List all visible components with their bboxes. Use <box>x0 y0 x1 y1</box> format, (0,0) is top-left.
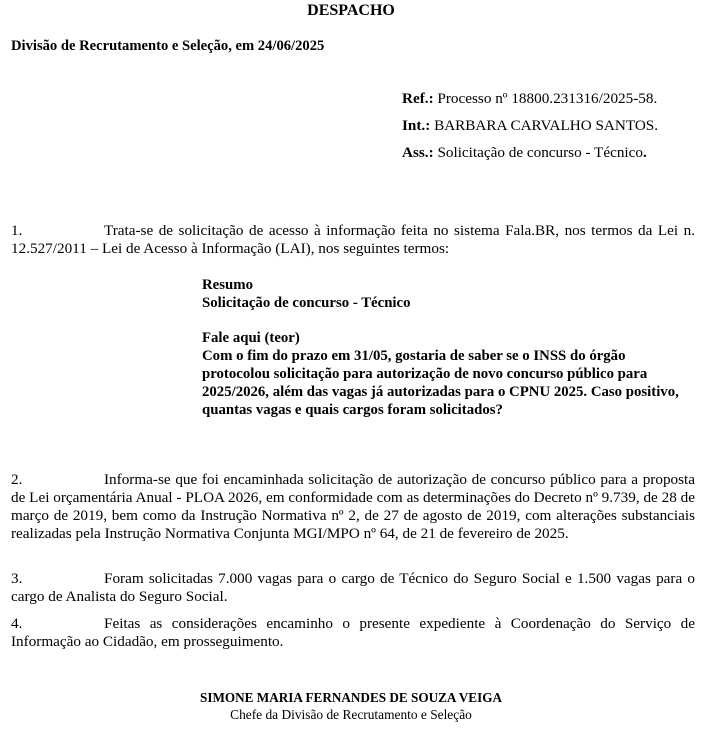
paragraph-text: Foram solicitadas 7.000 vagas para o cargo de Técnico do Seguro Social e 1.500 vagas para o cargo de Analista do Seguro Social. <box>11 570 695 605</box>
reference-subject <box>402 144 647 162</box>
paragraph-1 <box>11 222 695 258</box>
paragraph-number: 2. <box>11 471 23 488</box>
paragraph-3 <box>11 570 695 606</box>
paragraph-number: 4. <box>11 615 23 632</box>
fale-aqui-label: Fale aqui (teor) <box>202 330 300 346</box>
reference-process <box>402 90 657 108</box>
paragraph-text: Feitas as considerações encaminho o presente expediente à Coordenação do Serviço de Informação ao Cidadão, em prosseguimento. <box>11 615 695 650</box>
signature-role: Chefe da Divisão de Recrutamento e Seleção <box>230 707 472 722</box>
paragraph-text: Informa-se que foi encaminhada solicitação de autorização de concurso público para a proposta de Lei orçamentária Anual - PLOA 2026, em conformidade com as determinações do Decreto nº 9.739, de 28 de março de 2019, bem como da Instrução Normativa nº 2, de 27 de agosto de 2019, com alterações substanciais realizadas pela Instrução Normativa Conjunta MGI/MPO nº 64, de 21 de fevereiro de 2025. <box>11 471 695 542</box>
paragraph-number: 3. <box>11 570 23 587</box>
document-title: DESPACHO <box>307 2 395 19</box>
reference-interested <box>402 117 658 135</box>
paragraph-4 <box>11 615 695 651</box>
ref-value: Processo nº 18800.231316/2025-58. <box>437 90 658 107</box>
ref-label: Ref.: <box>402 90 434 107</box>
ass-period: . <box>642 144 647 161</box>
summary-label: Resumo <box>202 277 253 293</box>
ass-value: Solicitação de concurso - Técnico <box>437 144 643 161</box>
fale-aqui-text: Com o fim do prazo em 31/05, gostaria de saber se o INSS do órgão protocolou solicitação para autorização de novo concurso público para 2025/2026, além das vagas já autorizadas para o CPNU 2025. Caso positivo, quantas vagas e quais cargos foram solicitados? <box>202 348 679 418</box>
summary-text: Solicitação de concurso - Técnico <box>202 295 411 311</box>
signature-name: SIMONE MARIA FERNANDES DE SOUZA VEIGA <box>199 690 503 705</box>
paragraph-text: Trata-se de solicitação de acesso à informação feita no sistema Fala.BR, nos termos da Lei n. 12.527/2011 – Lei de Acesso à Informação (LAI), nos seguintes termos: <box>11 222 695 257</box>
paragraph-number: 1. <box>11 222 23 239</box>
ass-label: Ass.: <box>402 144 434 161</box>
division-date-line: Divisão de Recrutamento e Seleção, em 24/06/2025 <box>11 38 325 54</box>
int-value: BARBARA CARVALHO SANTOS. <box>434 117 659 134</box>
request-content <box>202 329 694 419</box>
request-summary <box>202 276 694 312</box>
int-label: Int.: <box>402 117 431 134</box>
paragraph-2 <box>11 471 695 543</box>
